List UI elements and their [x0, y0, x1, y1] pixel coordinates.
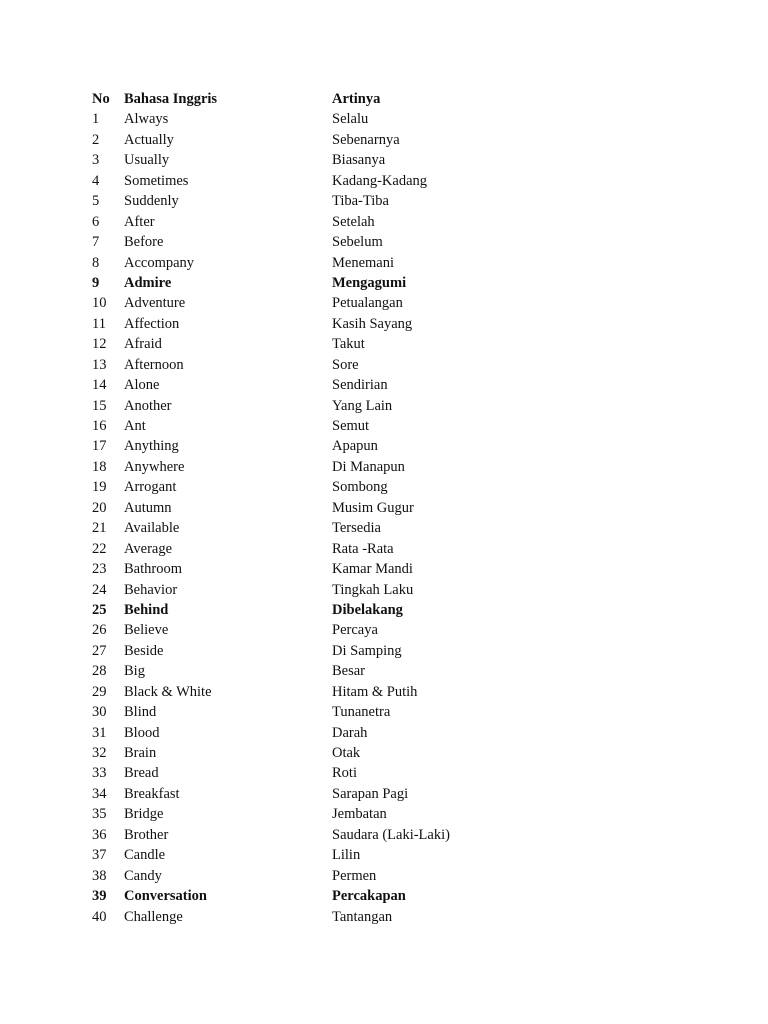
row-number: 37: [92, 847, 107, 864]
english-word: Affection: [124, 315, 180, 332]
english-word: Always: [124, 111, 169, 128]
row-number: 6: [92, 213, 100, 230]
table-header: [92, 89, 532, 109]
row-number: 18: [92, 458, 107, 475]
row-number: 21: [92, 520, 107, 537]
row-number: 34: [92, 785, 107, 802]
table-row: [92, 682, 532, 702]
english-word: Conversation: [124, 888, 207, 905]
header-row: [92, 89, 532, 109]
table-row: [92, 314, 532, 334]
english-word: Sometimes: [124, 172, 189, 189]
row-number: 9: [92, 274, 100, 291]
indonesian-meaning: Sebenarnya: [332, 131, 400, 148]
indonesian-meaning: Jembatan: [332, 806, 387, 823]
row-number: 13: [92, 356, 107, 373]
row-number: 23: [92, 561, 107, 578]
indonesian-meaning: Sombong: [332, 479, 388, 496]
table-row: [92, 436, 532, 456]
row-number: 29: [92, 683, 107, 700]
table-row: [92, 825, 532, 845]
row-number: 12: [92, 336, 107, 353]
row-number: 1: [92, 111, 100, 128]
english-word: Average: [124, 540, 173, 557]
row-number: 4: [92, 172, 100, 189]
header-english: Bahasa Inggris: [124, 91, 218, 107]
table-row: [92, 886, 532, 906]
indonesian-meaning: Besar: [332, 663, 366, 680]
table-row: [92, 866, 532, 886]
indonesian-meaning: Percakapan: [332, 888, 406, 905]
table-body: [92, 109, 532, 927]
table-row: [92, 212, 532, 232]
indonesian-meaning: Apapun: [332, 438, 378, 455]
row-number: 7: [92, 234, 100, 251]
english-word: Blind: [124, 704, 157, 721]
table-row: [92, 518, 532, 538]
row-number: 2: [92, 131, 100, 148]
table-row: [92, 130, 532, 150]
table-row: [92, 477, 532, 497]
english-word: Another: [124, 397, 172, 414]
table-row: [92, 620, 532, 640]
indonesian-meaning: Kadang-Kadang: [332, 172, 428, 189]
table-row: [92, 375, 532, 395]
row-number: 36: [92, 826, 107, 843]
english-word: Bridge: [124, 806, 164, 823]
row-number: 35: [92, 806, 107, 823]
header-no: No: [92, 91, 110, 107]
table-row: [92, 845, 532, 865]
table-row: [92, 804, 532, 824]
english-word: Autumn: [124, 499, 172, 516]
indonesian-meaning: Kamar Mandi: [332, 561, 413, 578]
row-number: 33: [92, 765, 107, 782]
indonesian-meaning: Roti: [332, 765, 357, 782]
indonesian-meaning: Otak: [332, 745, 361, 761]
table-row: [92, 763, 532, 783]
indonesian-meaning: Menemani: [332, 254, 395, 271]
english-word: Afraid: [124, 336, 162, 353]
row-number: 22: [92, 540, 107, 557]
english-word: Arrogant: [124, 479, 177, 496]
row-number: 15: [92, 397, 107, 414]
indonesian-meaning: Sore: [332, 356, 359, 373]
row-number: 17: [92, 438, 107, 455]
table-row: [92, 723, 532, 743]
english-word: Admire: [124, 274, 172, 291]
indonesian-meaning: Dibelakang: [332, 601, 403, 618]
row-number: 38: [92, 867, 107, 884]
indonesian-meaning: Yang Lain: [332, 397, 393, 414]
indonesian-meaning: Rata -Rata: [332, 540, 394, 557]
table-row: [92, 293, 532, 313]
table-row: [92, 416, 532, 436]
table-row: [92, 191, 532, 211]
row-number: 30: [92, 704, 107, 721]
english-word: Bathroom: [124, 561, 182, 578]
indonesian-meaning: Darah: [332, 724, 368, 741]
english-word: Before: [124, 234, 164, 251]
english-word: Beside: [124, 642, 164, 659]
table-row: [92, 784, 532, 804]
row-number: 8: [92, 254, 100, 271]
table-row: [92, 539, 532, 559]
indonesian-meaning: Petualangan: [332, 295, 403, 312]
english-word: Ant: [124, 418, 146, 434]
row-number: 28: [92, 663, 107, 680]
table-row: [92, 580, 532, 600]
english-word: Brain: [124, 745, 157, 761]
row-number: 27: [92, 642, 107, 659]
indonesian-meaning: Di Samping: [332, 642, 402, 659]
table-row: [92, 559, 532, 579]
indonesian-meaning: Takut: [332, 336, 365, 353]
indonesian-meaning: Tunanetra: [332, 704, 391, 721]
row-number: 11: [92, 315, 106, 332]
english-word: Afternoon: [124, 356, 184, 373]
indonesian-meaning: Biasanya: [332, 152, 386, 169]
table-row: [92, 907, 532, 927]
english-word: Available: [124, 520, 180, 537]
english-word: Behind: [124, 601, 169, 618]
indonesian-meaning: Selalu: [332, 111, 369, 128]
indonesian-meaning: Sebelum: [332, 234, 383, 251]
row-number: 3: [92, 152, 100, 169]
english-word: Blood: [124, 724, 160, 741]
header-meaning: Artinya: [332, 91, 381, 107]
indonesian-meaning: Hitam & Putih: [332, 683, 418, 700]
row-number: 39: [92, 888, 107, 905]
table-row: [92, 396, 532, 416]
indonesian-meaning: Lilin: [332, 847, 361, 864]
row-number: 32: [92, 745, 107, 761]
row-number: 31: [92, 724, 107, 741]
indonesian-meaning: Semut: [332, 418, 370, 434]
vocabulary-table: [92, 89, 532, 927]
indonesian-meaning: Permen: [332, 867, 377, 884]
english-word: Adventure: [124, 295, 186, 312]
row-number: 20: [92, 499, 107, 516]
indonesian-meaning: Tantangan: [332, 908, 393, 925]
english-word: Anywhere: [124, 458, 185, 475]
row-number: 5: [92, 193, 100, 210]
indonesian-meaning: Percaya: [332, 622, 378, 639]
indonesian-meaning: Saudara (Laki-Laki): [332, 826, 450, 843]
indonesian-meaning: Tiba-Tiba: [332, 193, 389, 210]
indonesian-meaning: Setelah: [332, 213, 375, 230]
row-number: 19: [92, 479, 107, 496]
english-word: Big: [124, 663, 145, 680]
table-row: [92, 150, 532, 170]
indonesian-meaning: Di Manapun: [332, 458, 405, 475]
english-word: Suddenly: [124, 193, 179, 210]
table-row: [92, 743, 532, 763]
row-number: 26: [92, 622, 107, 639]
row-number: 14: [92, 377, 107, 394]
row-number: 25: [92, 601, 107, 618]
table-row: [92, 273, 532, 293]
indonesian-meaning: Tingkah Laku: [332, 581, 414, 598]
english-word: Accompany: [124, 254, 195, 271]
english-word: Alone: [124, 377, 160, 394]
indonesian-meaning: Sendirian: [332, 377, 388, 394]
english-word: Bread: [124, 765, 159, 782]
english-word: Brother: [124, 826, 169, 843]
row-number: 24: [92, 581, 107, 598]
table-row: [92, 641, 532, 661]
english-word: Believe: [124, 622, 169, 639]
row-number: 16: [92, 418, 107, 434]
table-row: [92, 171, 532, 191]
table-row: [92, 334, 532, 354]
indonesian-meaning: Musim Gugur: [332, 499, 414, 516]
english-word: After: [124, 213, 155, 230]
table-row: [92, 232, 532, 252]
english-word: Anything: [124, 438, 179, 455]
row-number: 10: [92, 295, 107, 312]
english-word: Candle: [124, 847, 166, 864]
table-row: [92, 600, 532, 620]
english-word: Candy: [124, 867, 162, 884]
table-row: [92, 457, 532, 477]
indonesian-meaning: Sarapan Pagi: [332, 785, 409, 802]
row-number: 40: [92, 908, 107, 925]
english-word: Behavior: [124, 581, 178, 598]
english-word: Breakfast: [124, 785, 180, 802]
table-row: [92, 498, 532, 518]
table-row: [92, 109, 532, 129]
table-row: [92, 702, 532, 722]
indonesian-meaning: Tersedia: [332, 520, 381, 537]
english-word: Actually: [124, 131, 174, 148]
table-row: [92, 355, 532, 375]
english-word: Challenge: [124, 908, 183, 925]
english-word: Usually: [124, 152, 170, 169]
english-word: Black & White: [124, 683, 212, 700]
table-row: [92, 661, 532, 681]
indonesian-meaning: Mengagumi: [332, 274, 407, 291]
indonesian-meaning: Kasih Sayang: [332, 315, 413, 332]
table-row: [92, 253, 532, 273]
